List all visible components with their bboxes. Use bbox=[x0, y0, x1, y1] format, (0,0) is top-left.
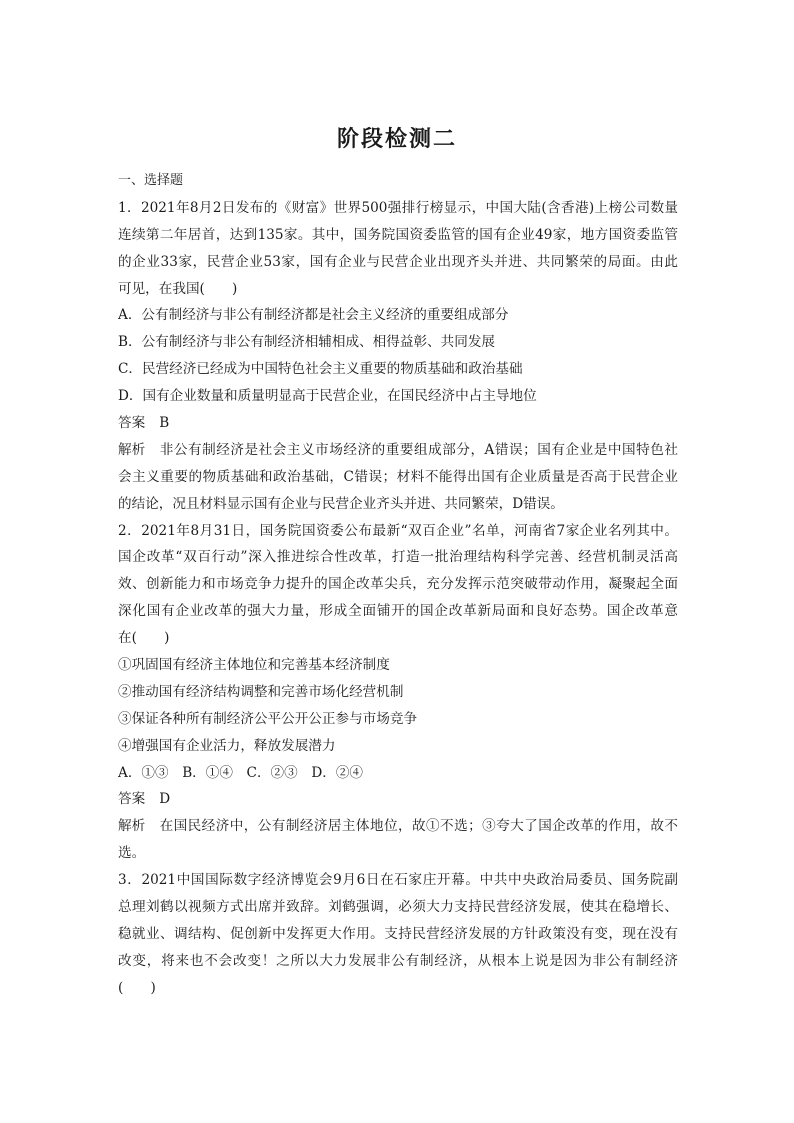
analysis-line: 的结论，况且材料显示国有企业与民营企业齐头并进、共同繁荣，D错误。 bbox=[118, 495, 564, 512]
answer-value: B bbox=[159, 415, 170, 432]
answer-label: 答案 bbox=[118, 415, 146, 432]
answer-line bbox=[118, 410, 678, 437]
question-text-line: 连续第二年居首，达到135家。其中，国务院国资委监管的国有企业49家，地方国资委监管 bbox=[118, 226, 678, 243]
option-d: D．国有企业数量和质量明显高于民营企业，在国民经济中占主导地位 bbox=[118, 388, 537, 405]
question-text-line: 可见，在我国( ) bbox=[118, 280, 238, 297]
question-text-line: 国企改革“双百行动”深入推进综合性改革，打造一批治理结构科学完善、经营机制灵活高 bbox=[118, 549, 678, 566]
analysis-label: 解析 bbox=[118, 818, 146, 835]
question-text-line: 1．2021年8月2日发布的《财富》世界500强排行榜显示，中国大陆(含香港)上榜公司数量 bbox=[118, 199, 678, 216]
analysis-text: 在国民经济中，公有制经济居主体地位，故①不选；③夸大了国企改革的作用，故不 bbox=[159, 818, 678, 835]
analysis-line bbox=[118, 437, 678, 464]
answer-value: D bbox=[159, 791, 171, 808]
question-2 bbox=[118, 518, 678, 868]
question-text-line: 3．2021中国国际数字经济博览会9月6日在石家庄开幕。中共中央政治局委员、国务院副 bbox=[118, 872, 678, 889]
section-heading: 一、选择题 bbox=[118, 173, 184, 188]
statement-1: ①巩固国有经济主体地位和完善基本经济制度 bbox=[118, 657, 390, 674]
question-text-line: 改变，将来也不会改变！之所以大力发展非公有制经济，从根本上说是因为非公有制经济 bbox=[118, 952, 678, 969]
question-text-line: ( ) bbox=[118, 979, 156, 996]
question-1 bbox=[118, 195, 678, 518]
question-text-line: 总理刘鹤以视频方式出席并致辞。刘鹤强调，必须大力支持民营经济发展，使其在稳增长、 bbox=[118, 899, 678, 916]
statement-2: ②推动国有经济结构调整和完善市场化经营机制 bbox=[118, 683, 404, 700]
answer-line bbox=[118, 786, 678, 813]
page-title: 阶段检测二 bbox=[336, 127, 457, 152]
document-body bbox=[118, 168, 678, 1002]
question-text-line: 效、创新能力和市场竞争力提升的国企改革尖兵，充分发挥示范突破带动作用，凝聚起全面 bbox=[118, 576, 678, 593]
question-text-line: 深化国有企业改革的强大力量，形成全面铺开的国企改革新局面和良好态势。国企改革意 bbox=[118, 603, 678, 620]
analysis-text: 非公有制经济是社会主义市场经济的重要组成部分，A错误；国有企业是中国特色社 bbox=[159, 441, 678, 458]
analysis-label: 解析 bbox=[118, 441, 146, 458]
statement-3: ③保证各种所有制经济公平公开公正参与市场竞争 bbox=[118, 710, 418, 727]
question-text-line: 2．2021年8月31日，国务院国资委公布最新“双百企业”名单，河南省7家企业名列其中。 bbox=[118, 522, 678, 539]
question-text-line: 稳就业、调结构、促创新中发挥更大作用。支持民营经济发展的方针政策没有变，现在没有 bbox=[118, 925, 678, 942]
question-text-line: 的企业33家，民营企业53家，国有企业与民营企业出现齐头并进、共同繁荣的局面。由此 bbox=[118, 253, 678, 270]
options-line: A．①③ B．①④ C．②③ D．②④ bbox=[118, 764, 364, 781]
option-b: B．公有制经济与非公有制经济相辅相成、相得益彰、共同发展 bbox=[118, 334, 496, 351]
analysis-line: 选。 bbox=[118, 845, 146, 862]
question-text-line: 在( ) bbox=[118, 630, 170, 647]
question-3 bbox=[118, 867, 678, 1001]
option-a: A．公有制经济与非公有制经济都是社会主义经济的重要组成部分 bbox=[118, 307, 509, 324]
analysis-line: 会主义重要的物质基础和政治基础，C错误；材料不能得出国有企业质量是否高于民营企业 bbox=[118, 468, 678, 485]
statement-4: ④增强国有企业活力，释放发展潜力 bbox=[118, 737, 336, 754]
answer-label: 答案 bbox=[118, 791, 146, 808]
option-c: C．民营经济已经成为中国特色社会主义重要的物质基础和政治基础 bbox=[118, 361, 523, 378]
analysis-line bbox=[118, 813, 678, 840]
